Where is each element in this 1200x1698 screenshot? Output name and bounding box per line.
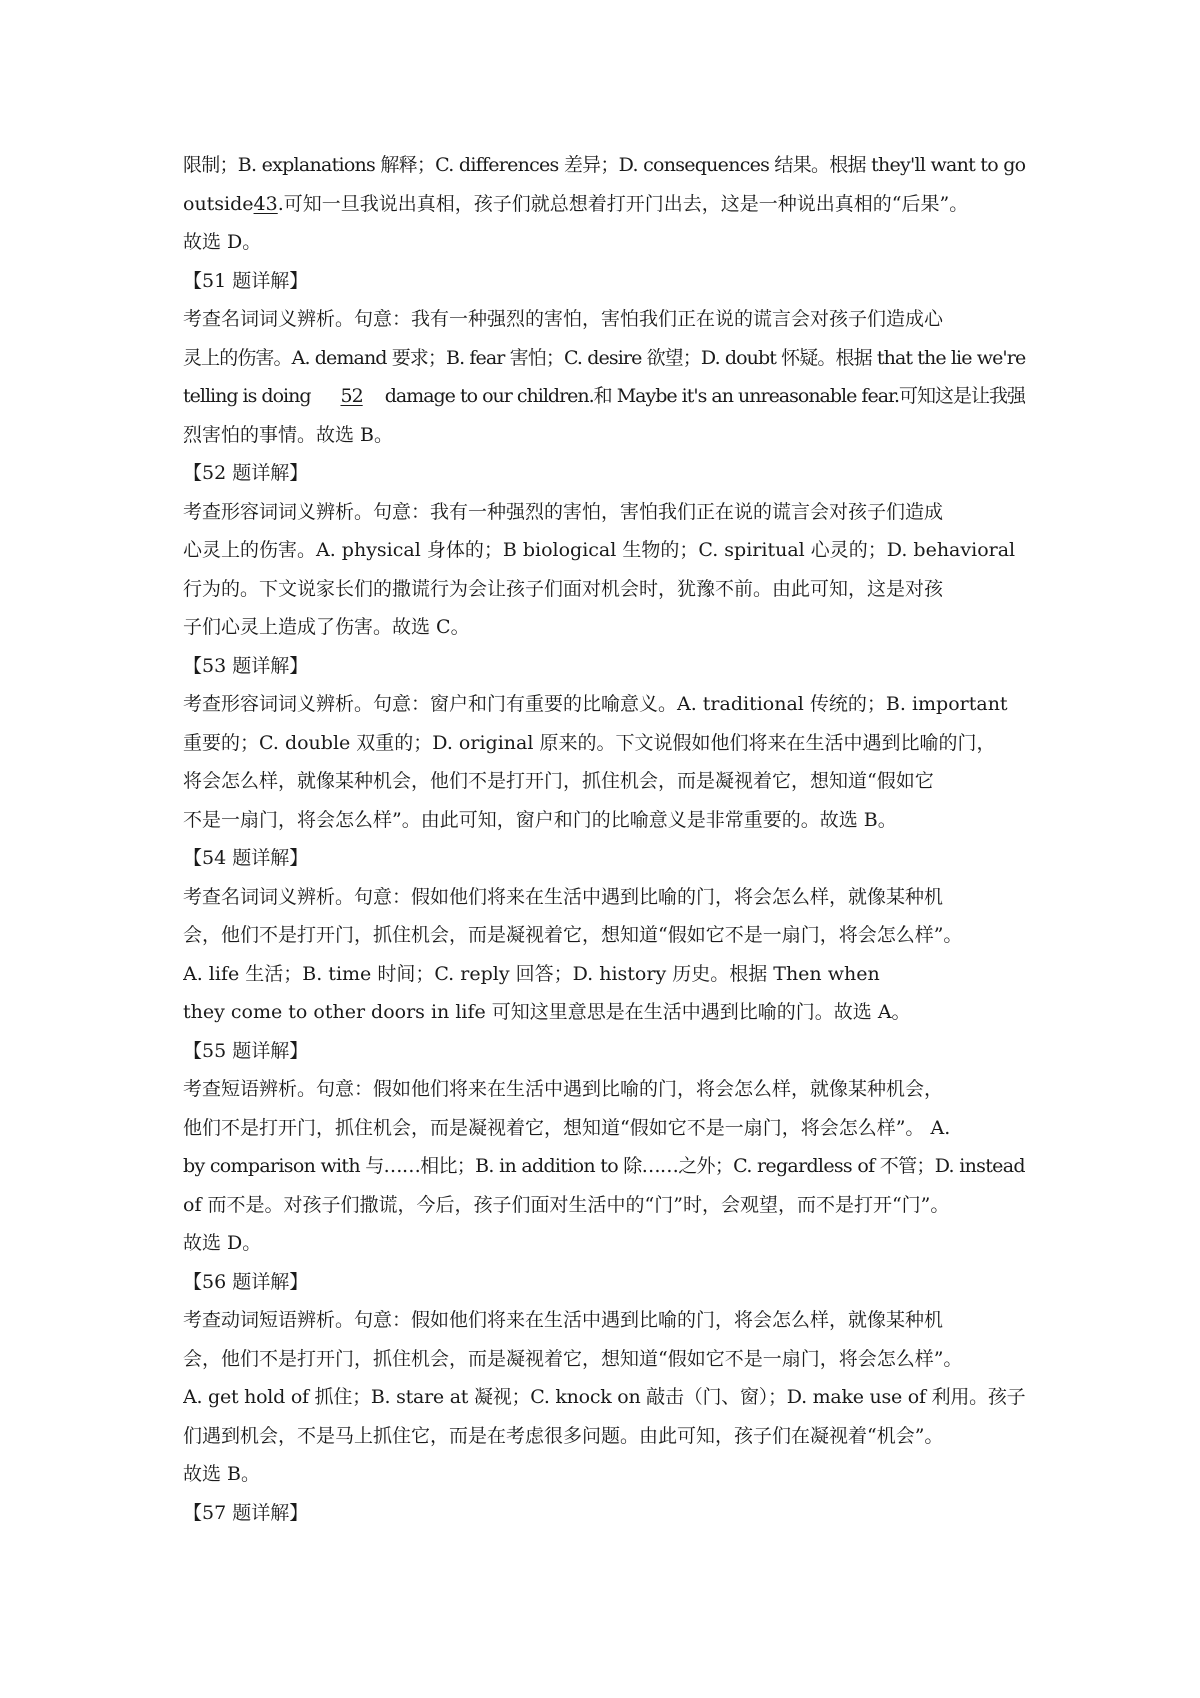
line-text-before-blank: telling is doing	[183, 385, 311, 407]
text-line: 他们不是打开门，抓住机会，而是凝视着它，想知道“假如它不是一扇门，将会怎么样”。 A.	[183, 1116, 951, 1139]
section-heading: 【53 题详解】	[183, 654, 309, 677]
text-line	[183, 185, 1026, 224]
line-text-after-blank: damage to our children.和 Maybe it's an unreasonable fear.可知这是让我强	[384, 385, 1026, 407]
section-heading: 【57 题详解】	[183, 1501, 309, 1524]
document-body	[183, 146, 1026, 1532]
text-line: 行为的。下文说家长们的撒谎行为会让孩子们面对机会时，犹豫不前。由此可知，这是对孩	[183, 577, 944, 600]
text-line: 考查形容词词义辨析。句意：我有一种强烈的害怕，害怕我们正在说的谎言会对孩子们造成	[183, 500, 944, 523]
line-text-after-blank: .可知一旦我说出真相，孩子们就总想着打开门出去，这是一种说出真相的“后果”。	[277, 192, 969, 215]
text-line: 将会怎么样，就像某种机会，他们不是打开门，抓住机会，而是凝视着它，想知道“假如它	[183, 770, 934, 792]
text-line: 考查短语辨析。句意：假如他们将来在生活中遇到比喻的门，将会怎么样，就像某种机会，	[183, 1078, 944, 1100]
text-line: A. life 生活；B. time 时间；C. reply 回答；D. history 历史。根据 Then when	[183, 962, 880, 985]
text-line: 考查名词词义辨析。句意：我有一种强烈的害怕，害怕我们正在说的谎言会对孩子们造成心	[183, 308, 944, 330]
text-line: of 而不是。对孩子们撒谎，今后，孩子们面对生活中的“门”时，会观望，而不是打开“门”。	[183, 1193, 950, 1216]
text-line	[183, 377, 1026, 416]
text-line: 考查名词词义辨析。句意：假如他们将来在生活中遇到比喻的门，将会怎么样，就像某种机	[183, 885, 944, 908]
text-line: 心灵上的伤害。A. physical 身体的；B biological 生物的；C. spiritual 心灵的；D. behavioral	[183, 539, 1016, 561]
text-line: 限制；B. explanations 解释；C. differences 差异；D. consequences 结果。根据 they'll want to go	[183, 154, 1026, 176]
text-line: A. get hold of 抓住；B. stare at 凝视；C. knock on 敲击（门、窗）；D. make use of 利用。孩子	[183, 1386, 1026, 1408]
section-heading: 【55 题详解】	[183, 1039, 309, 1062]
text-line: 们遇到机会，不是马上抓住它，而是在考虑很多问题。由此可知，孩子们在凝视着“机会”。	[183, 1424, 944, 1447]
text-line: 灵上的伤害。A. demand 要求；B. fear 害怕；C. desire 欲望；D. doubt 怀疑。根据 that the lie we're	[183, 346, 1026, 369]
text-line: 子们心灵上造成了伤害。故选 C。	[183, 616, 470, 638]
section-heading: 【56 题详解】	[183, 1270, 309, 1293]
text-line: 不是一扇门，将会怎么样”。由此可知，窗户和门的比喻意义是非常重要的。故选 B。	[183, 808, 897, 831]
section-heading: 【51 题详解】	[183, 269, 309, 292]
blank-number: 52	[340, 385, 363, 407]
text-line: 故选 D。	[183, 1232, 262, 1254]
blank-number: 43	[253, 192, 278, 215]
text-line: by comparison with 与……相比；B. in addition to 除……之外；C. regardless of 不管；D. instead	[183, 1155, 1025, 1177]
text-line: 考查形容词词义辨析。句意：窗户和门有重要的比喻意义。A. traditional 传统的；B. important	[183, 693, 1008, 715]
section-heading: 【54 题详解】	[183, 847, 309, 869]
text-line: they come to other doors in life 可知这里意思是在生活中遇到比喻的门。故选 A。	[183, 1001, 911, 1023]
text-line: 故选 D。	[183, 231, 262, 253]
text-line: 烈害怕的事情。故选 B。	[183, 423, 394, 446]
text-line: 故选 B。	[183, 1463, 261, 1485]
section-heading: 【52 题详解】	[183, 462, 309, 484]
line-text-before-blank: outside	[183, 192, 254, 215]
text-line: 会，他们不是打开门，抓住机会，而是凝视着它，想知道“假如它不是一扇门，将会怎么样”。	[183, 1347, 963, 1370]
text-line: 重要的；C. double 双重的；D. original 原来的。下文说假如他们将来在生活中遇到比喻的门，	[183, 731, 996, 754]
text-line: 考查动词短语辨析。句意：假如他们将来在生活中遇到比喻的门，将会怎么样，就像某种机	[183, 1309, 944, 1331]
text-line: 会，他们不是打开门，抓住机会，而是凝视着它，想知道“假如它不是一扇门，将会怎么样”。	[183, 924, 963, 946]
